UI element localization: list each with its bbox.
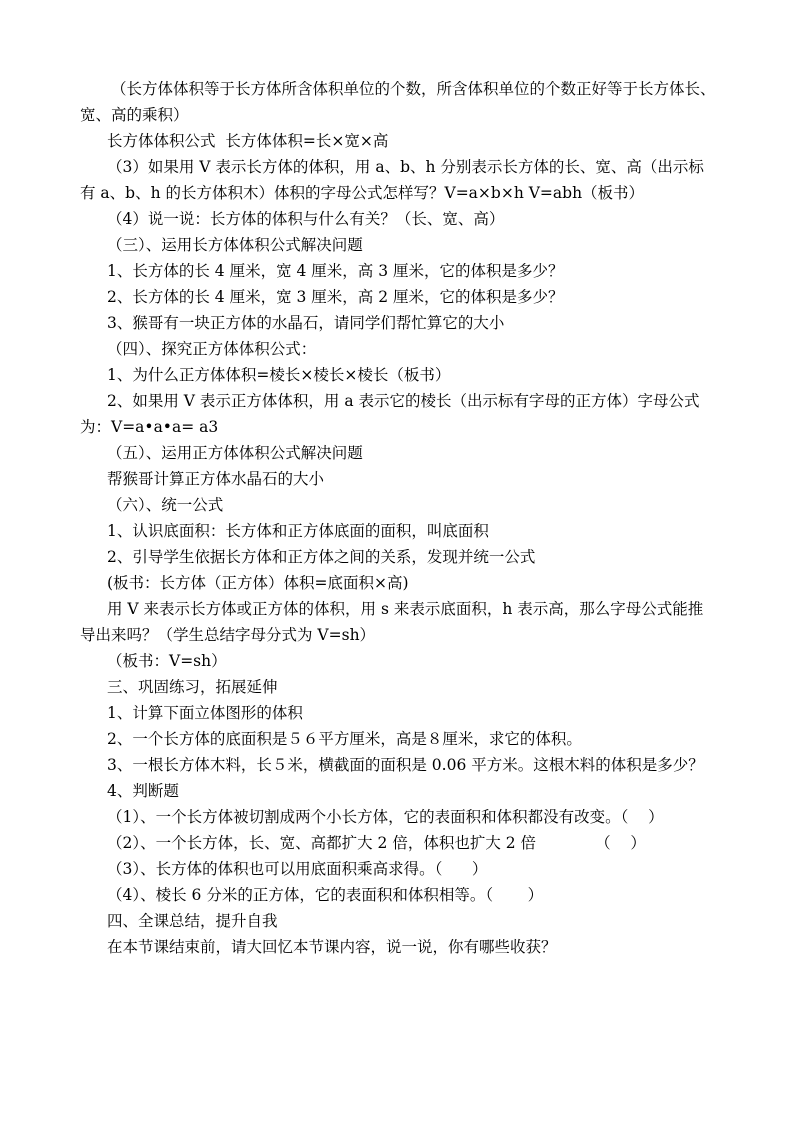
text-line: （长方体体积等于长方体所含体积单位的个数，所含体积单位的个数正好等于长方体长、	[111, 80, 716, 98]
text-line: 1、计算下面立体图形的体积	[107, 704, 303, 722]
text-line: （4）说一说：长方体的体积与什么有关？（长、宽、高）	[107, 210, 505, 228]
section-heading: 三、巩固练习，拓展延伸	[107, 678, 278, 696]
text-line: (板书：长方体（正方体）体积=底面积×高)	[107, 574, 409, 592]
text-line: 2、引导学生依据长方体和正方体之间的关系，发现并统一公式	[107, 548, 536, 566]
section-heading: （五）、运用正方体体积公式解决问题	[107, 444, 363, 462]
text-line: （4）、棱长 6 分米的正方体，它的表面积和体积相等。（ ）	[107, 886, 544, 904]
text-line: （2）、一个长方体，长、宽、高都扩大 2 倍，体积也扩大 2 倍 （ ）	[107, 834, 646, 852]
text-line: 有 a、b、h 的长方体积木）体积的字母公式怎样写？V=a×b×h V=abh（板书）	[80, 184, 645, 202]
text-line: 长方体体积公式 长方体体积=长×宽×高	[107, 132, 389, 150]
text-line: 在本节课结束前，请大回忆本节课内容，说一说，你有哪些收获？	[107, 938, 557, 956]
text-line: 2、如果用 V 表示正方体体积，用 a 表示它的棱长（出示标有字母的正方体）字母公式	[107, 392, 700, 410]
text-line: 导出来吗？（学生总结字母分式为 V=sh）	[80, 626, 376, 644]
text-line: 2、长方体的长 4 厘米，宽 3 厘米，高 2 厘米，它的体积是多少？	[107, 288, 564, 306]
text-line: 1、认识底面积：长方体和正方体底面的面积，叫底面积	[107, 522, 489, 540]
section-heading: 四、全课总结，提升自我	[107, 912, 278, 930]
text-line: （3）、长方体的体积也可以用底面积乘高求得。（ ）	[107, 860, 488, 878]
text-line: 帮猴哥计算正方体水晶石的大小	[107, 470, 325, 488]
text-line: （板书：V=sh）	[107, 652, 227, 670]
text-line: 1、为什么正方体体积=棱长×棱长×棱长（板书）	[107, 366, 451, 384]
text-line: （3）如果用 V 表示长方体的体积，用 a、b、h 分别表示长方体的长、宽、高（出示标	[107, 158, 704, 176]
text-line: 2、一个长方体的底面积是５６平方厘米，高是８厘米，求它的体积。	[107, 730, 582, 748]
text-line: 用 V 来表示长方体或正方体的体积，用 s 来表示底面积，h 表示高，那么字母公式能推	[107, 600, 704, 618]
section-heading: （四）、探究正方体体积公式：	[107, 340, 317, 358]
document-body	[80, 76, 730, 960]
section-heading: （六）、统一公式	[107, 496, 224, 514]
text-line: 1、长方体的长 4 厘米，宽 4 厘米，高 3 厘米，它的体积是多少？	[107, 262, 564, 280]
text-line: 为：V=a•a•a= a3	[80, 418, 219, 436]
text-line: （1）、一个长方体被切割成两个小长方体，它的表面积和体积都没有改变。（ ）	[107, 808, 664, 826]
text-line: 4、判断题	[107, 782, 179, 800]
text-line: 3、一根长方体木料，长５米，横截面的面积是 0.06 平方米。这根木料的体积是多少？	[107, 756, 704, 774]
text-line: 宽、高的乘积）	[80, 106, 189, 124]
text-line: 3、猴哥有一块正方体的水晶石，请同学们帮忙算它的大小	[107, 314, 505, 332]
section-heading: （三）、运用长方体体积公式解决问题	[107, 236, 363, 254]
